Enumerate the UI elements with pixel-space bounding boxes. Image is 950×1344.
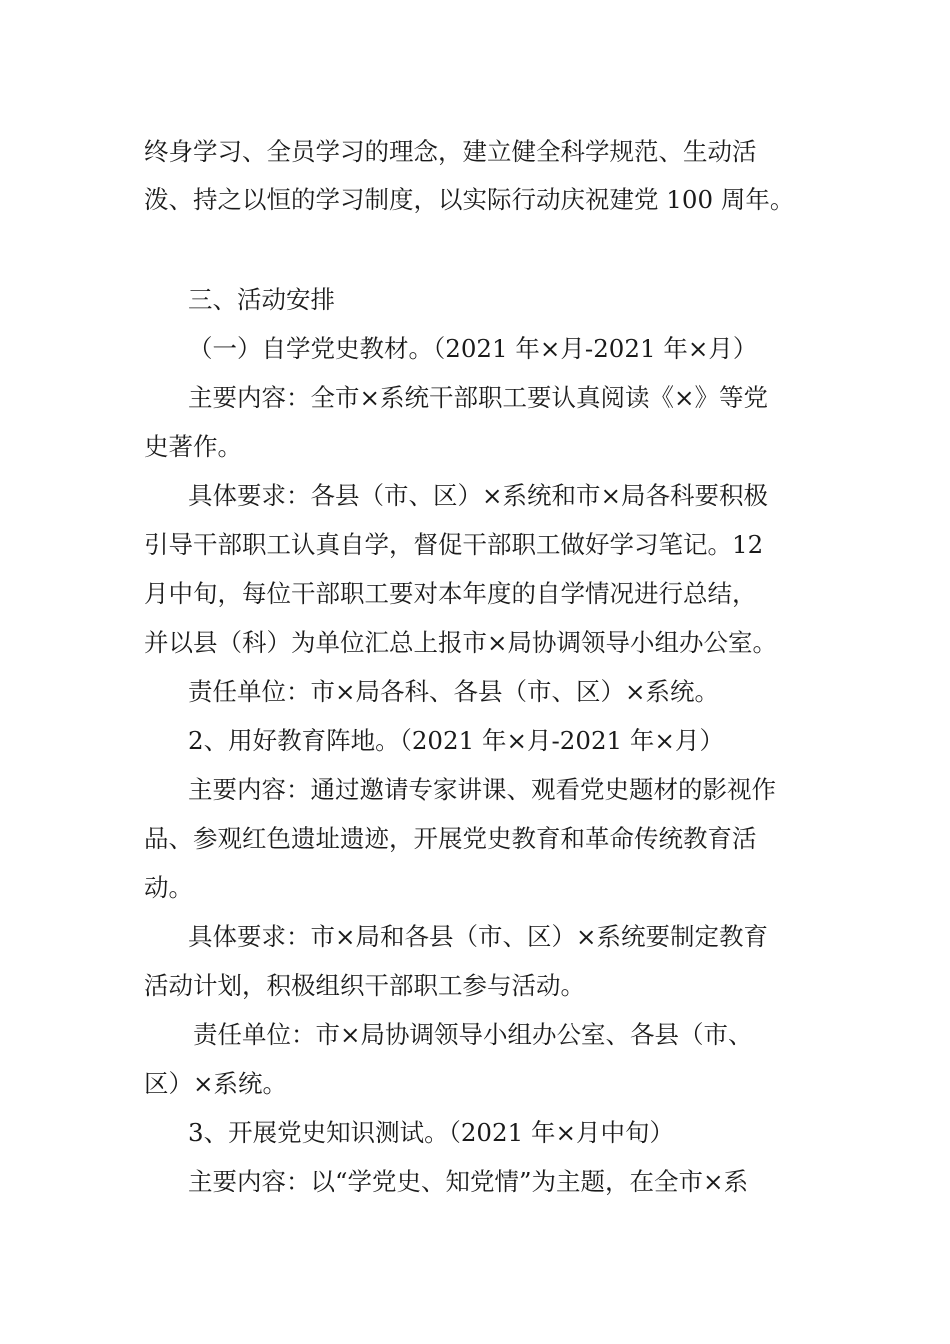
body-line: 区）×系统。 (144, 1069, 288, 1098)
subsection-heading: （一）自学党史教材。（2021 年×月-2021 年×月） (188, 334, 758, 363)
subsection-heading: 2、用好教育阵地。（2021 年×月-2021 年×月） (188, 726, 724, 755)
body-line: 品、参观红色遗址遗迹，开展党史教育和革命传统教育活 (144, 824, 757, 853)
subsection-heading: 3、开展党史知识测试。（2021 年×月中旬） (188, 1118, 675, 1147)
body-line: 并以县（科）为单位汇总上报市×局协调领导小组办公室。 (144, 628, 778, 657)
body-line: 主要内容：以“学党史、知党情”为主题，在全市×系 (188, 1167, 749, 1196)
body-line: 责任单位：市×局各科、各县（市、区）×系统。 (188, 677, 720, 706)
body-line: 具体要求：市×局和各县（市、区）×系统要制定教育 (188, 922, 769, 951)
body-line: 主要内容：通过邀请专家讲课、观看党史题材的影视作 (188, 775, 776, 804)
body-line: 具体要求：各县（市、区）×系统和市×局各科要积极 (188, 481, 769, 510)
body-line: 主要内容：全市×系统干部职工要认真阅读《×》等党 (188, 383, 769, 412)
body-line: 月中旬，每位干部职工要对本年度的自学情况进行总结， (144, 579, 757, 608)
body-line: 泼、持之以恒的学习制度，以实际行动庆祝建党 100 周年。 (144, 185, 795, 214)
body-line: 活动计划，积极组织干部职工参与活动。 (144, 971, 585, 1000)
body-line: 动。 (144, 873, 193, 902)
body-line: 史著作。 (144, 432, 242, 461)
body-line: 终身学习、全员学习的理念，建立健全科学规范、生动活 (144, 137, 757, 166)
body-line: 引导干部职工认真自学，督促干部职工做好学习笔记。12 (144, 530, 764, 559)
section-heading: 三、活动安排 (188, 285, 335, 314)
body-line: 责任单位：市×局协调领导小组办公室、各县（市、 (193, 1020, 753, 1049)
